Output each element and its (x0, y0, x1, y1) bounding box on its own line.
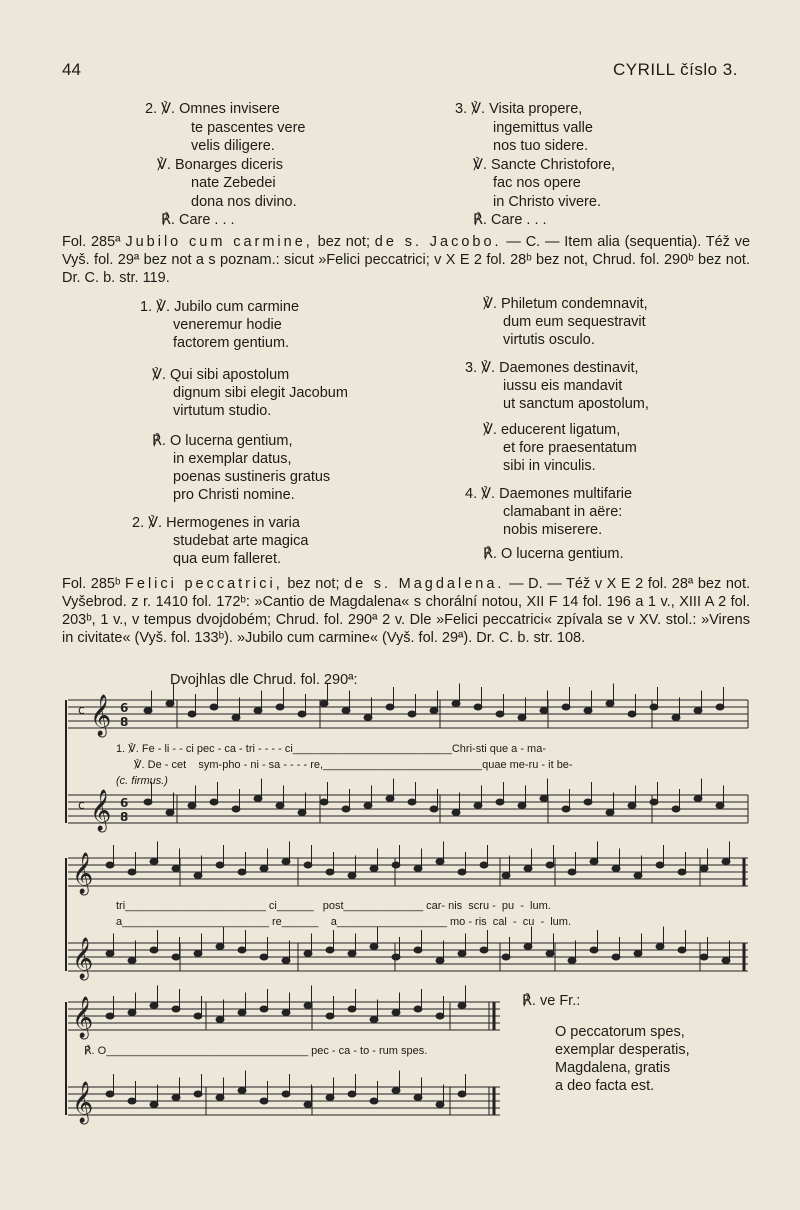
verse-line: 2. ℣. Omnes invisere (145, 101, 280, 117)
note-head (342, 806, 350, 812)
hymn-title: Felici peccatrici, (125, 576, 283, 592)
note-head (144, 799, 152, 805)
verse-line: ℟. Care . . . (161, 212, 235, 228)
verse-line: nate Zebedei (191, 175, 276, 191)
verse-line: ℣. Qui sibi apostolum (152, 367, 290, 383)
note-head (320, 799, 328, 805)
fol-label: Fol. 285ª (62, 234, 121, 250)
note-head (524, 866, 532, 872)
lyrics-line: 1. ℣. Fe - li - - ci pec - ca - tri - - - - ci__________________________Chri-sti que a - ma- (116, 743, 546, 755)
note-head (232, 715, 240, 721)
note-head (172, 1095, 180, 1101)
note-head (562, 704, 570, 710)
note-head (150, 1102, 158, 1108)
fol-text: bez not; (312, 234, 375, 250)
response-line: a deo facta est. (555, 1078, 655, 1094)
note-head (216, 1095, 224, 1101)
note-head (298, 711, 306, 717)
response-label: ℟. ve Fr.: (522, 993, 581, 1009)
note-head (210, 799, 218, 805)
note-head (656, 862, 664, 868)
cantus-firmus-label: (c. firmus.) (116, 775, 168, 787)
verse-line: qua eum falleret. (173, 551, 282, 567)
note-head (700, 866, 708, 872)
note-head (694, 796, 702, 802)
note-head (106, 951, 114, 957)
verse-line: ℟. O lucerna gentium. (483, 546, 624, 562)
page-number: 44 (62, 60, 81, 79)
note-head (282, 1010, 290, 1016)
verse-line: 4. ℣. Daemones multifarie (465, 486, 633, 502)
note-head (452, 701, 460, 707)
hymn-title: Jubilo cum carmine, (125, 234, 313, 250)
fol-text: — C. — Item alia (sequentia). Též ve Vyš. fol. 29ª bez not a s poznam.: sicut »Felici peccatrici; v X E 2 fol. 28ᵇ bez not, Chrud. fol. 290ᵇ bez not. Dr. C. b. str. 119. (62, 234, 751, 286)
treble-clef-icon: 𝄞 (72, 1082, 94, 1123)
note-head (546, 951, 554, 957)
hymn-dedication: de s. Magdalena. (344, 576, 505, 592)
note-head (568, 958, 576, 964)
note-head (172, 954, 180, 960)
note-head (348, 873, 356, 879)
note-head (568, 869, 576, 875)
note-head (238, 869, 246, 875)
verse-line: dona nos divino. (191, 194, 297, 210)
verse-line: virtutis osculo. (503, 332, 595, 348)
note-head (590, 947, 598, 953)
note-head (502, 954, 510, 960)
note-head (678, 947, 686, 953)
note-head (612, 954, 620, 960)
response-line: Magdalena, gratis (555, 1060, 671, 1076)
note-head (496, 711, 504, 717)
note-head (326, 1095, 334, 1101)
note-head (128, 958, 136, 964)
verse-line: 3. ℣. Visita propere, (455, 101, 583, 117)
note-head (194, 951, 202, 957)
note-head (128, 1098, 136, 1104)
note-head (612, 866, 620, 872)
note-head (436, 958, 444, 964)
note-head (188, 803, 196, 809)
note-head (458, 1003, 466, 1009)
note-head (364, 803, 372, 809)
note-head (628, 711, 636, 717)
response-line: O peccatorum spes, (555, 1024, 685, 1040)
note-head (392, 954, 400, 960)
note-head (386, 796, 394, 802)
note-head (320, 701, 328, 707)
note-head (672, 715, 680, 721)
note-head (716, 704, 724, 710)
note-head (260, 1098, 268, 1104)
note-head (414, 1006, 422, 1012)
note-head (128, 1010, 136, 1016)
verse-line: fac nos opere (493, 175, 581, 191)
note-head (408, 711, 416, 717)
fol-text: — D. — Též v X E 2 fol. 28ª bez not. Vyšebrod. z r. 1410 fol. 172ᵇ: »Cantio de Magdalena« s chorální notou, XII F 14 fol. 196 a 1 v., XIII A 2 fol. 203ᵇ, 1 v., v tempus dvojdobém; Chrud. fol. 290ª 2 v. Dle »Felici peccatrici« zpívala se v XV. stol.: »Virens in civitate« (Vyš. fol. 133ᵇ). »Jubilo cum carmine« (Vyš. fol. 29ª). Dr. C. b. str. 108. (62, 576, 751, 646)
note-head (414, 1095, 422, 1101)
note-head (370, 944, 378, 950)
note-head (304, 1102, 312, 1108)
note-head (150, 947, 158, 953)
svg-text:6: 6 (120, 796, 129, 810)
note-head (392, 862, 400, 868)
note-head (518, 715, 526, 721)
note-head (194, 873, 202, 879)
verse-line: ℣. Bonarges diceris (157, 157, 283, 173)
note-head (304, 1003, 312, 1009)
note-head (518, 803, 526, 809)
verse-line: nos tuo sidere. (493, 138, 589, 154)
note-head (474, 803, 482, 809)
verse-line: ingemittus valle (493, 120, 593, 136)
note-head (414, 866, 422, 872)
note-head (106, 1091, 114, 1097)
note-head (276, 704, 284, 710)
lyrics-line: a________________________ re______ a__________________ mo - ris cal - cu - lum. (116, 916, 572, 928)
verse-line: clamabant in aëre: (503, 504, 623, 520)
note-head (298, 810, 306, 816)
hymn-dedication: de s. Jacobo. (374, 234, 502, 250)
note-head (370, 1098, 378, 1104)
svg-text:8: 8 (120, 715, 129, 729)
note-head (458, 869, 466, 875)
note-head (216, 944, 224, 950)
note-head (496, 799, 504, 805)
note-head (150, 859, 158, 865)
note-head (304, 862, 312, 868)
response-line: exemplar desperatis, (555, 1042, 690, 1058)
note-head (606, 810, 614, 816)
note-head (144, 708, 152, 714)
verse-line: ℣. educerent ligatum, (483, 422, 621, 438)
verse-line: ℣. Sancte Christofore, (473, 157, 616, 173)
note-head (172, 1006, 180, 1012)
verse-line: ut sanctum apostolum, (503, 396, 649, 412)
note-head (656, 944, 664, 950)
note-head (540, 796, 548, 802)
note-head (254, 796, 262, 802)
note-head (370, 866, 378, 872)
note-head (216, 1017, 224, 1023)
treble-clef-icon: 𝄞 (90, 790, 112, 831)
note-head (436, 859, 444, 865)
note-head (282, 958, 290, 964)
note-head (370, 1017, 378, 1023)
note-head (326, 947, 334, 953)
note-head (414, 947, 422, 953)
music-caption: Dvojhlas dle Chrud. fol. 290ª: (170, 672, 358, 688)
treble-clef-icon: 𝄞 (72, 938, 94, 979)
note-head (254, 708, 262, 714)
verse-line: pro Christi nomine. (173, 487, 295, 503)
note-head (238, 1088, 246, 1094)
note-head (238, 947, 246, 953)
note-head (276, 803, 284, 809)
verse-line: 3. ℣. Daemones destinavit, (465, 360, 639, 376)
note-head (524, 944, 532, 950)
svg-text:c: c (78, 798, 85, 812)
note-head (364, 715, 372, 721)
note-head (348, 1091, 356, 1097)
note-head (282, 1091, 290, 1097)
note-head (458, 1091, 466, 1097)
note-head (232, 806, 240, 812)
note-head (386, 704, 394, 710)
note-head (194, 1013, 202, 1019)
note-head (458, 951, 466, 957)
verse-line: studebat arte magica (173, 533, 309, 549)
verse-line: iussu eis mandavit (503, 378, 623, 394)
note-head (628, 803, 636, 809)
treble-clef-icon: 𝄞 (90, 695, 112, 736)
verse-line: poenas sustineris gratus (173, 469, 331, 485)
note-head (584, 708, 592, 714)
note-head (238, 1010, 246, 1016)
svg-text:c: c (78, 703, 85, 717)
fol-text: bez not; (282, 576, 345, 592)
note-head (408, 799, 416, 805)
note-head (452, 810, 460, 816)
note-head (260, 866, 268, 872)
verse-line: et fore praesentatum (503, 440, 637, 456)
note-head (166, 701, 174, 707)
note-head (282, 859, 290, 865)
note-head (562, 806, 570, 812)
note-head (590, 859, 598, 865)
lyrics-line: ℟. O_________________________________ pec - ca - to - rum spes. (84, 1045, 428, 1057)
note-head (474, 704, 482, 710)
note-head (502, 873, 510, 879)
note-head (436, 1013, 444, 1019)
note-head (722, 859, 730, 865)
note-head (650, 799, 658, 805)
note-head (716, 803, 724, 809)
verse-line: ℟. O lucerna gentium, (152, 433, 293, 449)
note-head (106, 862, 114, 868)
note-head (326, 869, 334, 875)
note-head (392, 1010, 400, 1016)
note-head (436, 1102, 444, 1108)
lyrics-line: ℣. De - cet sym-pho - ni - sa - - - - re,__________________________quae me-ru - it be- (134, 759, 573, 771)
note-head (194, 1091, 202, 1097)
note-head (694, 708, 702, 714)
fol-label: Fol. 285ᵇ (62, 576, 121, 592)
verse-line: ℟. Care . . . (473, 212, 547, 228)
note-head (722, 958, 730, 964)
note-head (678, 869, 686, 875)
note-head (546, 862, 554, 868)
note-head (606, 701, 614, 707)
verse-line: 1. ℣. Jubilo cum carmine (140, 299, 300, 315)
note-head (260, 954, 268, 960)
note-head (348, 951, 356, 957)
note-head (260, 1006, 268, 1012)
note-head (540, 708, 548, 714)
verse-line: ℣. Philetum condemnavit, (483, 296, 648, 312)
note-head (326, 1013, 334, 1019)
running-head: CYRILL číslo 3. (613, 60, 738, 79)
verse-line: dignum sibi elegit Jacobum (173, 385, 348, 401)
note-head (166, 810, 174, 816)
verse-line: sibi in vinculis. (503, 458, 596, 474)
note-head (672, 806, 680, 812)
verse-line: nobis miserere. (503, 522, 603, 538)
note-head (430, 806, 438, 812)
lyrics-line: tri_______________________ ci______ post_____________ car- nis scru - pu - lum. (116, 900, 551, 912)
note-head (106, 1013, 114, 1019)
note-head (210, 704, 218, 710)
note-head (480, 862, 488, 868)
verse-line: te pascentes vere (191, 120, 306, 136)
note-head (128, 869, 136, 875)
note-head (480, 947, 488, 953)
verse-line: 2. ℣. Hermogenes in varia (132, 515, 300, 531)
note-head (634, 951, 642, 957)
verse-line: in Christo vivere. (493, 194, 601, 210)
note-head (430, 708, 438, 714)
verse-line: virtutum studio. (173, 403, 272, 419)
treble-clef-icon: 𝄞 (72, 853, 94, 894)
note-head (650, 704, 658, 710)
note-head (342, 708, 350, 714)
verse-line: factorem gentium. (173, 335, 290, 351)
treble-clef-icon: 𝄞 (72, 997, 94, 1038)
note-head (348, 1006, 356, 1012)
note-head (304, 951, 312, 957)
note-head (172, 866, 180, 872)
svg-text:6: 6 (120, 701, 129, 715)
note-head (216, 862, 224, 868)
verse-line: dum eum sequestravit (503, 314, 646, 330)
svg-text:8: 8 (120, 810, 129, 824)
note-head (150, 1003, 158, 1009)
note-head (188, 711, 196, 717)
verse-line: velis diligere. (191, 138, 275, 154)
verse-line: in exemplar datus, (173, 451, 292, 467)
note-head (392, 1088, 400, 1094)
note-head (700, 954, 708, 960)
note-head (584, 799, 592, 805)
note-head (634, 873, 642, 879)
verse-line: veneremur hodie (173, 317, 282, 333)
